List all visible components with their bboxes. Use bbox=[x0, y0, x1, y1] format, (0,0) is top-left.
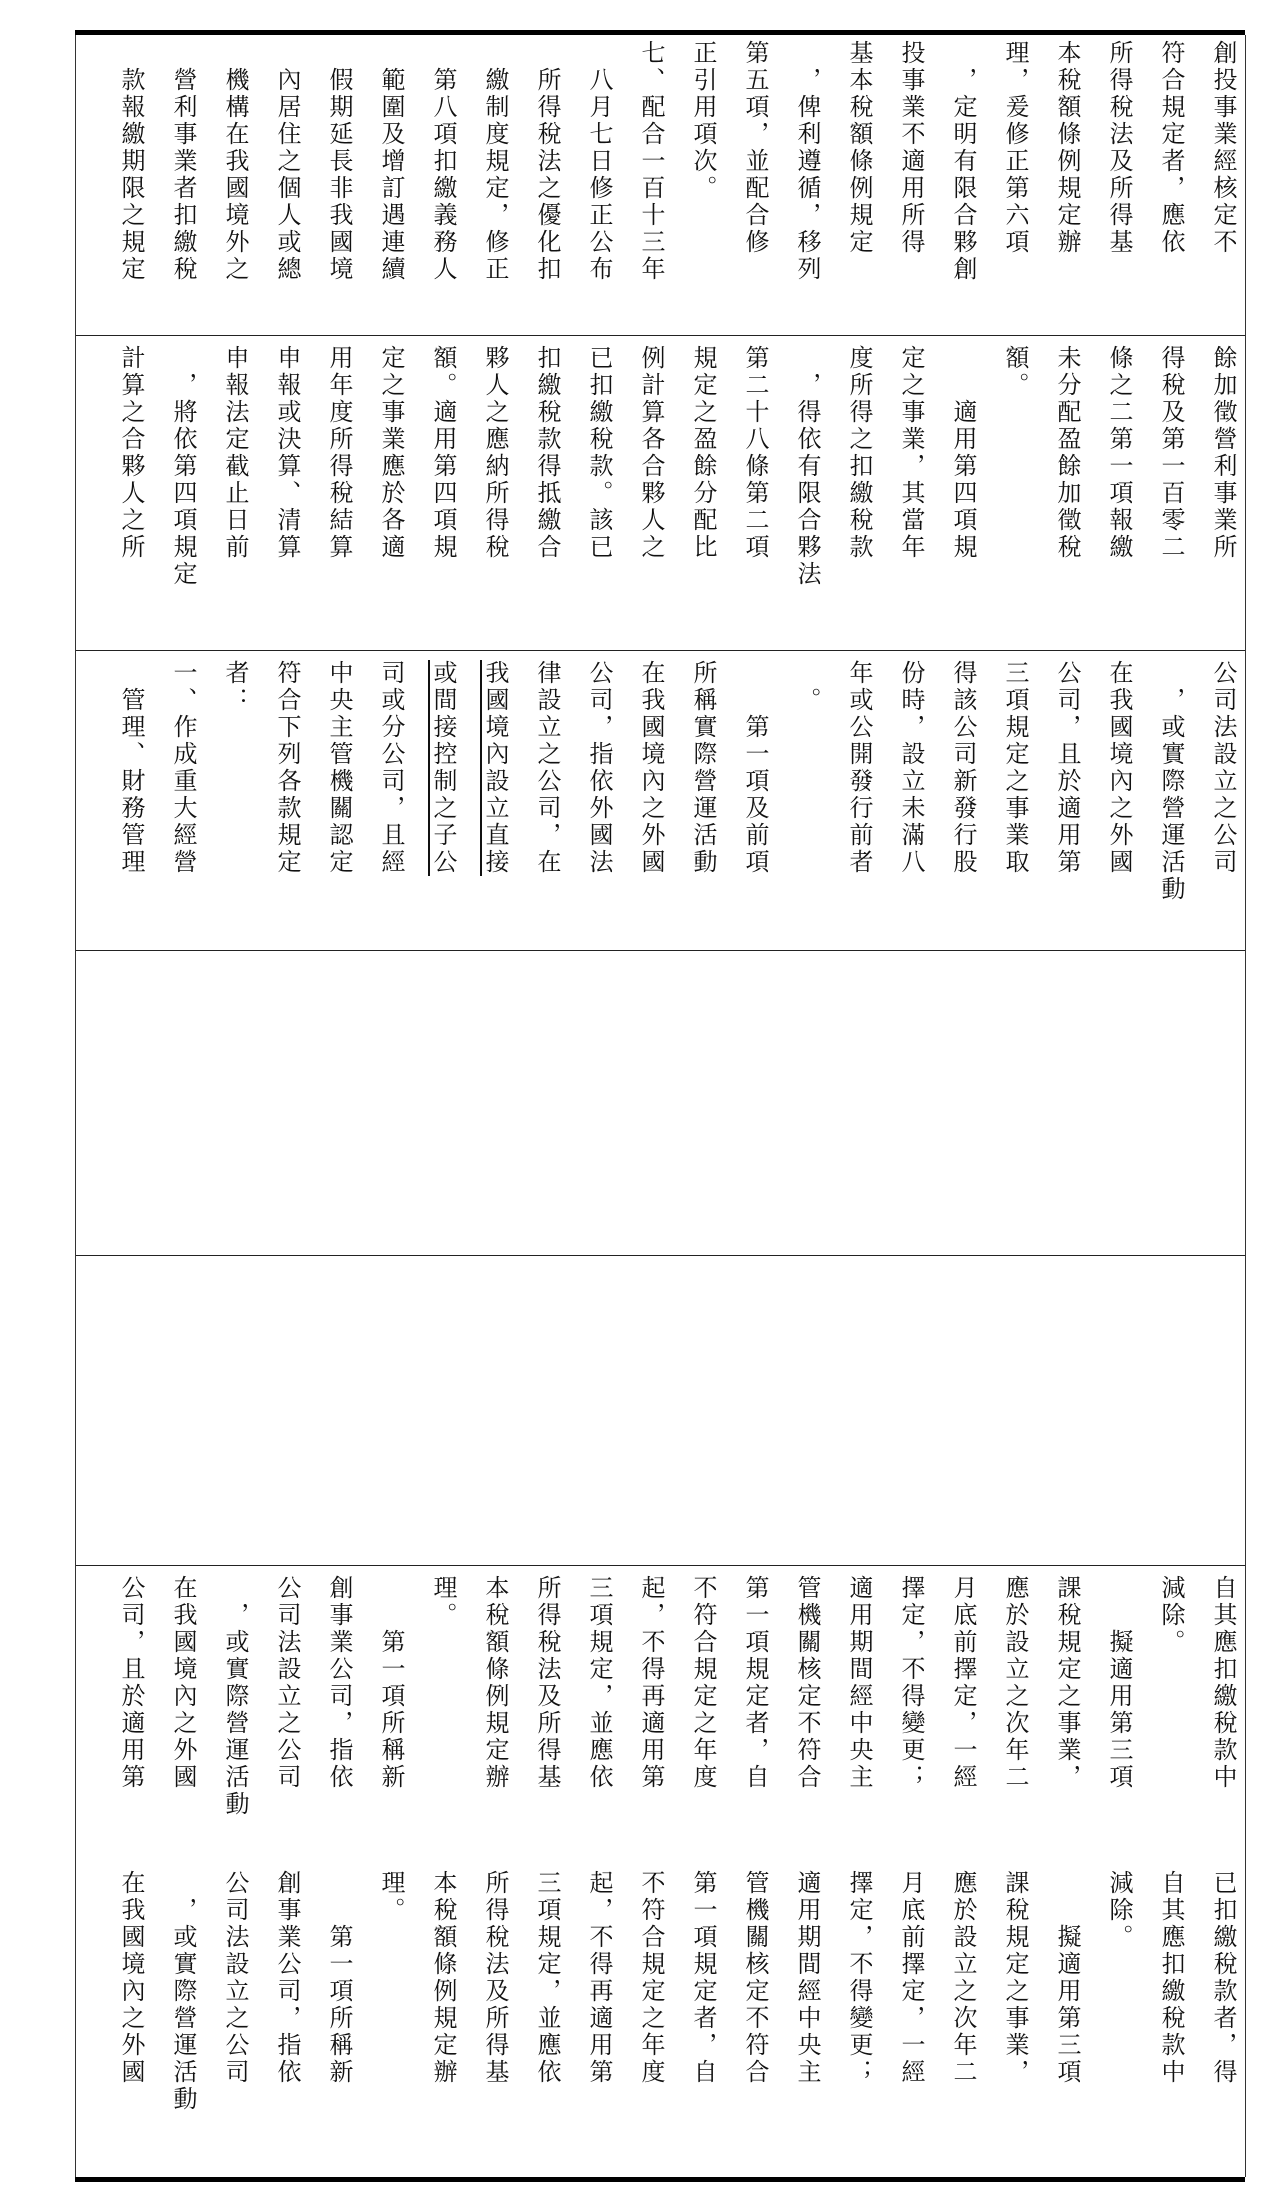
text-column: 在我國境內之外國 bbox=[117, 1870, 145, 2086]
top-border bbox=[75, 30, 1245, 35]
bottom-middle-cell bbox=[85, 1575, 1235, 1855]
text-column: 得稅及第一百零二 bbox=[1157, 345, 1185, 561]
text-column: ，將依第四項規定 bbox=[169, 345, 197, 588]
text-column: 不符合規定之年度 bbox=[689, 1575, 717, 1791]
text-column: 計算之合夥人之所 bbox=[117, 345, 145, 561]
text-column: 擇定，不得變更； bbox=[845, 1870, 873, 2086]
text-column: 正引用項次。 bbox=[689, 40, 717, 202]
text-column: 管機關核定不符合 bbox=[741, 1870, 769, 2086]
text-column: 自其應扣繳稅款中 bbox=[1157, 1870, 1185, 2086]
text-column: 投事業不適用所得 bbox=[897, 40, 925, 256]
text-column: 課稅規定之事業， bbox=[1001, 1870, 1029, 2086]
text-column: 不符合規定之年度 bbox=[637, 1870, 665, 2086]
top-left-cell bbox=[85, 660, 1235, 940]
top-middle-cell bbox=[85, 345, 1235, 640]
text-column: 所得稅法及所得基 bbox=[481, 1870, 509, 2086]
text-column: 一、作成重大經營 bbox=[169, 660, 197, 876]
text-column: 起，不得再適用第 bbox=[637, 1575, 665, 1791]
text-column: 應於設立之次年二 bbox=[1001, 1575, 1029, 1791]
bottom-border bbox=[75, 2177, 1245, 2182]
text-column: 適用第四項規 bbox=[949, 345, 977, 561]
right-edge bbox=[1245, 35, 1246, 2177]
text-column: 未分配盈餘加徵稅 bbox=[1053, 345, 1081, 561]
text-column: 應於設立之次年二 bbox=[949, 1870, 977, 2086]
text-column: 者： bbox=[221, 660, 249, 714]
text-column: 已扣繳稅款者，得 bbox=[1209, 1870, 1237, 2086]
bottom-right-cell bbox=[85, 1870, 1235, 2170]
text-column: 司或分公司，且經 bbox=[377, 660, 405, 876]
text-column: 本稅額條例規定辦 bbox=[481, 1575, 509, 1791]
text-column: 擬適用第三項 bbox=[1053, 1870, 1081, 2086]
text-column: 符合下列各款規定 bbox=[273, 660, 301, 876]
text-column: 第五項，並配合修 bbox=[741, 40, 769, 256]
text-column: ，或實際營運活動 bbox=[1157, 660, 1185, 903]
text-column: 規定之盈餘分配比 bbox=[689, 345, 717, 561]
text-column: 所得稅法之優化扣 bbox=[533, 40, 561, 283]
text-column: 例計算各合夥人之 bbox=[637, 345, 665, 561]
text-column: 創事業公司，指依 bbox=[325, 1575, 353, 1791]
text-column: 公司法設立之公司 bbox=[273, 1575, 301, 1791]
text-column: 公司，且於適用第 bbox=[1053, 660, 1081, 876]
text-column: 用年度所得稅結算 bbox=[325, 345, 353, 561]
text-column: 在我國境內之外國 bbox=[169, 1575, 197, 1791]
text-column: 申報或決算、清算 bbox=[273, 345, 301, 561]
text-column: 得該公司新發行股 bbox=[949, 660, 977, 876]
text-column: 理。 bbox=[377, 1870, 405, 1924]
left-edge bbox=[75, 35, 76, 2177]
text-column: 份時，設立未滿八 bbox=[897, 660, 925, 876]
text-column: 所得稅法及所得基 bbox=[1105, 40, 1133, 256]
text-column: 三項規定之事業取 bbox=[1001, 660, 1029, 876]
text-column: 在我國境內之外國 bbox=[637, 660, 665, 876]
text-column: ，或實際營運活動 bbox=[221, 1575, 249, 1818]
row-divider-1 bbox=[75, 335, 1245, 336]
row-divider-4 bbox=[75, 1255, 1245, 1256]
text-column: 機構在我國境外之 bbox=[221, 40, 249, 283]
text-column: 所得稅法及所得基 bbox=[533, 1575, 561, 1791]
text-column: 管機關核定不符合 bbox=[793, 1575, 821, 1791]
text-column: ，或實際營運活動 bbox=[169, 1870, 197, 2113]
text-column: 年或公開發行前者 bbox=[845, 660, 873, 876]
text-column: 理，爰修正第六項 bbox=[1001, 40, 1029, 256]
text-column: ，俾利遵循，移列 bbox=[793, 40, 821, 283]
text-column: 公司法設立之公司 bbox=[1209, 660, 1237, 876]
text-column: 假期延長非我國境 bbox=[325, 40, 353, 283]
text-column: 自其應扣繳稅款中 bbox=[1209, 1575, 1237, 1791]
text-column: 已扣繳稅款。該已 bbox=[585, 345, 613, 561]
text-column: 第八項扣繳義務人 bbox=[429, 40, 457, 283]
text-column: 定之事業應於各適 bbox=[377, 345, 405, 561]
text-column: 餘加徵營利事業所 bbox=[1209, 345, 1237, 561]
top-right-cell bbox=[85, 40, 1235, 325]
text-column: ，得依有限合夥法 bbox=[793, 345, 821, 588]
text-column: 本稅額條例規定辦 bbox=[1053, 40, 1081, 256]
text-column: 擬適用第三項 bbox=[1105, 1575, 1133, 1791]
row-divider-2 bbox=[75, 650, 1245, 651]
text-column: 額。 bbox=[1001, 345, 1029, 399]
text-column: 條之二第一項報繳 bbox=[1105, 345, 1133, 561]
text-column: 減除。 bbox=[1157, 1575, 1185, 1656]
row-divider-5 bbox=[75, 1565, 1245, 1566]
text-column: 三項規定，並應依 bbox=[533, 1870, 561, 2086]
text-column: 在我國境內之外國 bbox=[1105, 660, 1133, 876]
text-column: 所稱實際營運活動 bbox=[689, 660, 717, 876]
text-column: 範圍及增訂遇連續 bbox=[377, 40, 405, 283]
text-column: 基本稅額條例規定 bbox=[845, 40, 873, 256]
text-column: 創投事業經核定不 bbox=[1209, 40, 1237, 256]
text-column: 繳制度規定，修正 bbox=[481, 40, 509, 283]
text-column: 夥人之應納所得稅 bbox=[481, 345, 509, 561]
text-column: 第一項及前項 bbox=[741, 660, 769, 876]
text-column: 三項規定，並應依 bbox=[585, 1575, 613, 1791]
text-column: ，定明有限合夥創 bbox=[949, 40, 977, 283]
text-column: 中央主管機關認定 bbox=[325, 660, 353, 876]
text-column: 本稅額條例規定辦 bbox=[429, 1870, 457, 2086]
row-divider-3 bbox=[75, 950, 1245, 951]
text-column: 擇定，不得變更； bbox=[897, 1575, 925, 1791]
text-column: 定之事業，其當年 bbox=[897, 345, 925, 561]
text-column: 八月七日修正公布 bbox=[585, 40, 613, 283]
text-column: 第二十八條第二項 bbox=[741, 345, 769, 561]
text-column: 律設立之公司，在 bbox=[533, 660, 561, 876]
text-column: 款報繳期限之規定 bbox=[117, 40, 145, 283]
text-column: 月底前擇定，一經 bbox=[949, 1575, 977, 1791]
text-column: 七、配合一百十三年 bbox=[637, 40, 665, 283]
text-column: 扣繳稅款得抵繳合 bbox=[533, 345, 561, 561]
text-column: 適用期間經中央主 bbox=[845, 1575, 873, 1791]
text-column: 公司法設立之公司 bbox=[221, 1870, 249, 2086]
text-column: 營利事業者扣繳稅 bbox=[169, 40, 197, 283]
text-column: 適用期間經中央主 bbox=[793, 1870, 821, 2086]
text-column-underlined: 或間接控制之子公 bbox=[429, 660, 457, 876]
text-column: 創事業公司，指依 bbox=[273, 1870, 301, 2086]
text-column: 起，不得再適用第 bbox=[585, 1870, 613, 2086]
text-column: 內居住之個人或總 bbox=[273, 40, 301, 283]
text-column: 申報法定截止日前 bbox=[221, 345, 249, 561]
text-column: 月底前擇定，一經 bbox=[897, 1870, 925, 2086]
text-column: 減除。 bbox=[1105, 1870, 1133, 1951]
text-column: 。 bbox=[793, 660, 821, 714]
text-column: 度所得之扣繳稅款 bbox=[845, 345, 873, 561]
text-column: 額。適用第四項規 bbox=[429, 345, 457, 561]
text-column: 課稅規定之事業， bbox=[1053, 1575, 1081, 1791]
text-column: 符合規定者，應依 bbox=[1157, 40, 1185, 256]
text-column-underlined: 我國境內設立直接 bbox=[481, 660, 509, 876]
text-column: 第一項規定者，自 bbox=[689, 1870, 717, 2086]
text-column: 第一項所稱新 bbox=[377, 1575, 405, 1791]
text-column: 第一項規定者，自 bbox=[741, 1575, 769, 1791]
text-column: 公司，且於適用第 bbox=[117, 1575, 145, 1791]
text-column: 公司，指依外國法 bbox=[585, 660, 613, 876]
text-column: 第一項所稱新 bbox=[325, 1870, 353, 2086]
text-column: 管理、財務管理 bbox=[117, 660, 145, 876]
text-column: 理。 bbox=[429, 1575, 457, 1629]
